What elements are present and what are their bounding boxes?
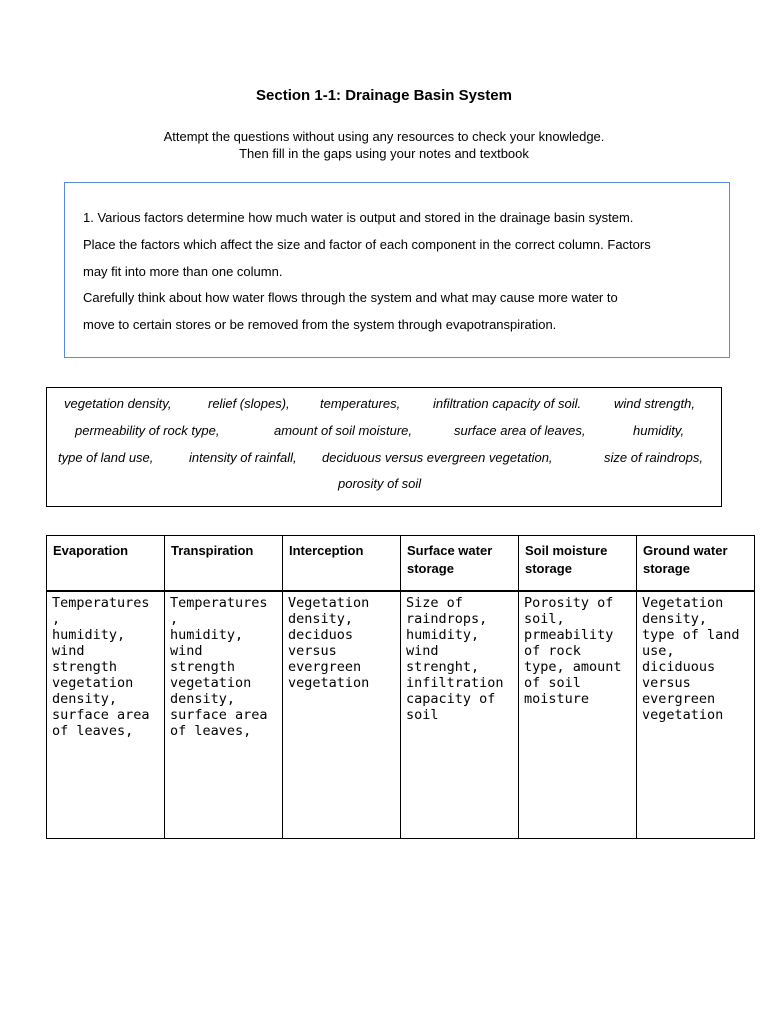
word-bank-item: type of land use, (58, 450, 154, 465)
question-box (64, 182, 730, 358)
word-bank-item: deciduous versus evergreen vegetation, (322, 450, 553, 465)
answer-surface-water-storage[interactable]: Size of raindrops, humidity, wind strenght, infiltration capacity of soil (401, 591, 519, 839)
header-evaporation: Evaporation (47, 536, 165, 592)
word-bank-item: surface area of leaves, (454, 423, 586, 438)
page-title: Section 1-1: Drainage Basin System (256, 87, 512, 104)
answer-soil-moisture-storage[interactable]: Porosity of soil, prmeability of rock type, amount of soil moisture (519, 591, 637, 839)
answer-evaporation[interactable]: Temperatures , humidity, wind strength vegetation density, surface area of leaves, (47, 591, 165, 839)
table-row (47, 591, 755, 839)
word-bank (46, 387, 722, 507)
header-ground-water-storage: Ground water storage (637, 536, 755, 592)
word-bank-item: relief (slopes), (208, 396, 290, 411)
word-bank-item: infiltration capacity of soil. (433, 396, 582, 411)
question-line: 1. Various factors determine how much water is output and stored in the drainage basin system. (83, 210, 634, 225)
answer-interception[interactable]: Vegetation density, deciduos versus evergreen vegetation (283, 591, 401, 839)
word-bank-item: humidity, (633, 423, 685, 438)
instruction-line-2: Then fill in the gaps using your notes and textbook (239, 146, 529, 161)
header-soil-moisture-storage: Soil moisture storage (519, 536, 637, 592)
word-bank-item: size of raindrops, (604, 450, 703, 465)
table-header-row (47, 536, 755, 592)
word-bank-item: porosity of soil (338, 476, 422, 491)
question-line: move to certain stores or be removed from the system through evapotranspiration. (83, 317, 557, 332)
word-bank-item: wind strength, (614, 396, 695, 411)
header-interception: Interception (283, 536, 401, 592)
question-line: Place the factors which affect the size and factor of each component in the correct column. Factors (83, 237, 651, 252)
word-bank-item: intensity of rainfall, (189, 450, 297, 465)
answer-ground-water-storage[interactable]: Vegetation density, type of land use, diciduous versus evergreen vegetation (637, 591, 755, 839)
word-bank-item: amount of soil moisture, (274, 423, 413, 438)
header-transpiration: Transpiration (165, 536, 283, 592)
word-bank-item: temperatures, (320, 396, 401, 411)
word-bank-item: vegetation density, (64, 396, 172, 411)
instruction-line-1: Attempt the questions without using any resources to check your knowledge. (163, 129, 605, 144)
answer-transpiration[interactable]: Temperatures , humidity, wind strength vegetation density, surface area of leaves, (165, 591, 283, 839)
word-bank-item: permeability of rock type, (75, 423, 220, 438)
question-line: may fit into more than one column. (83, 264, 283, 279)
answer-table (46, 535, 755, 839)
question-line: Carefully think about how water flows through the system and what may cause more water to (83, 290, 618, 305)
header-surface-water-storage: Surface water storage (401, 536, 519, 592)
